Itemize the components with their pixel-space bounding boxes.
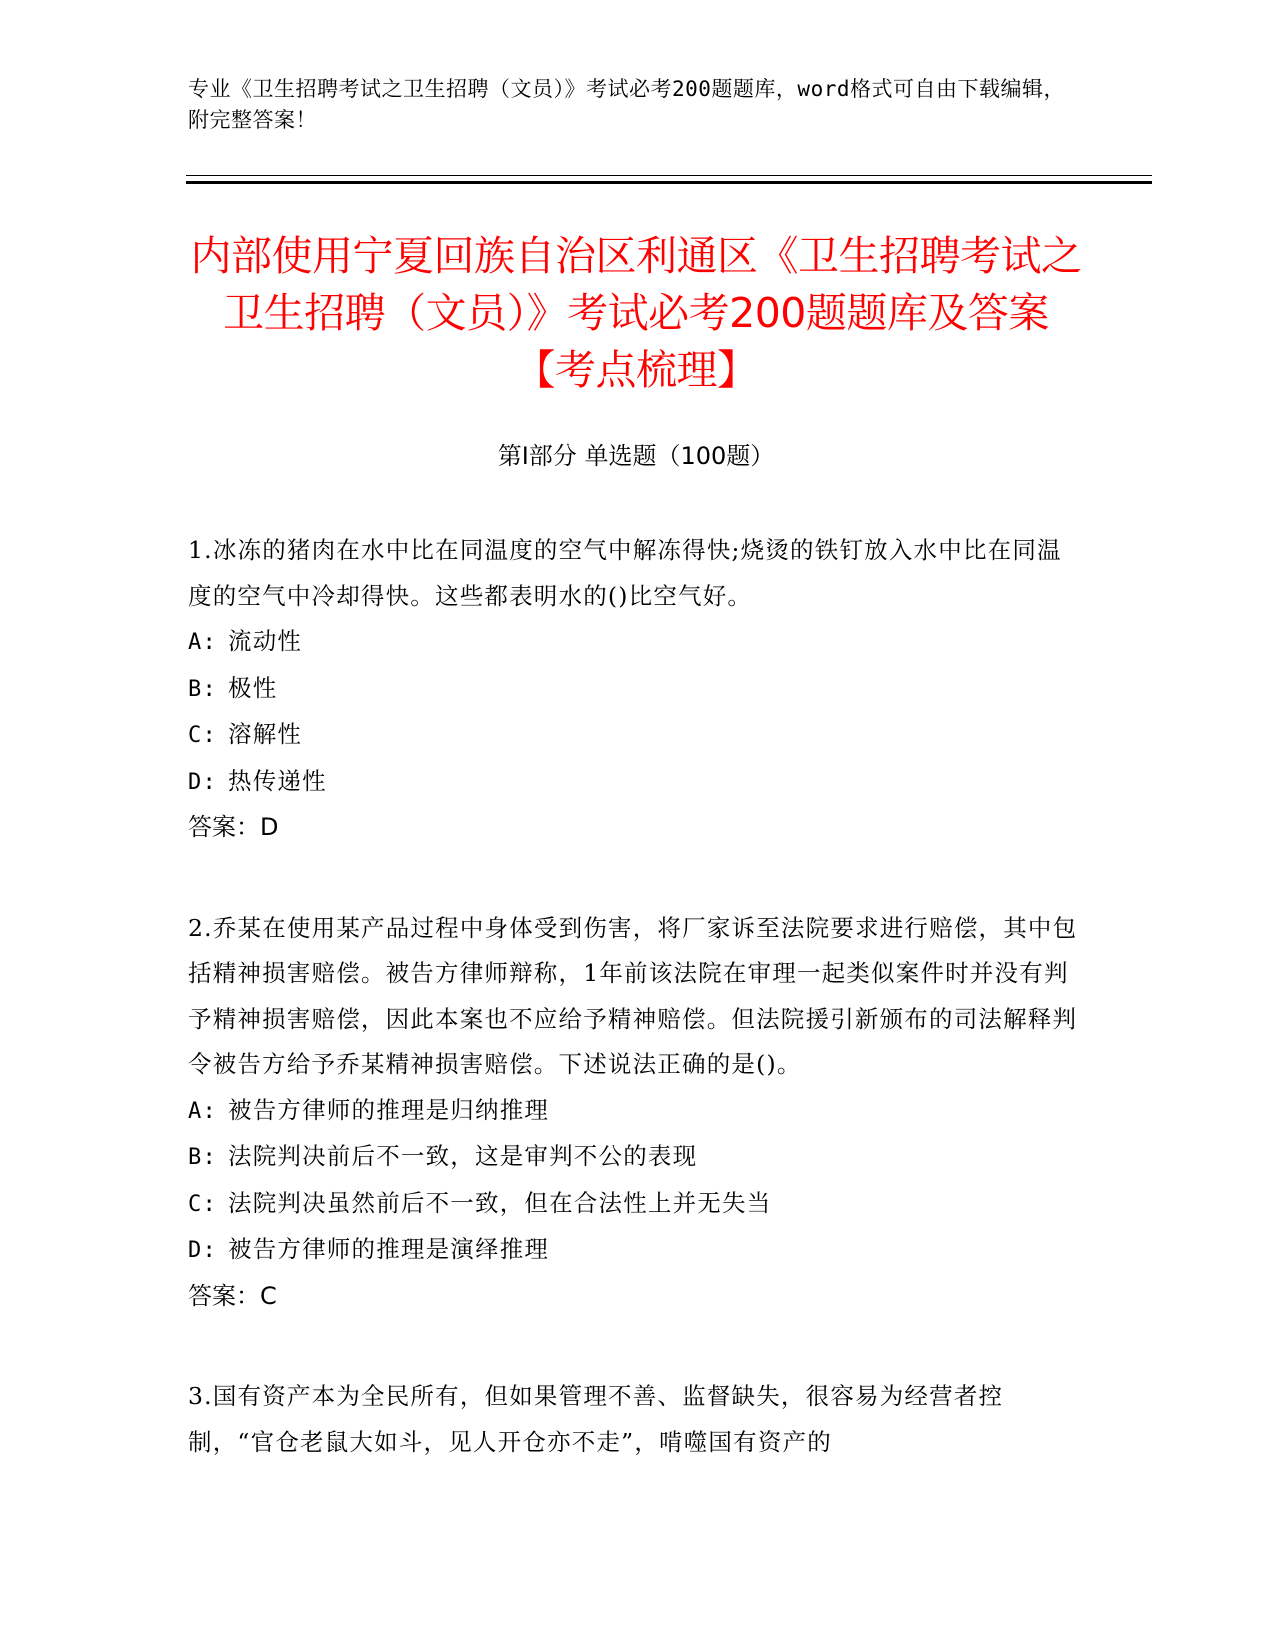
header-divider-thin — [186, 175, 1152, 176]
option-text: 被告方律师的推理是归纳推理 — [228, 1095, 550, 1124]
option-letter: B: — [188, 1145, 217, 1170]
option-a — [188, 1088, 1078, 1135]
question-text: 1.冰冻的猪肉在水中比在同温度的空气中解冻得快;烧烫的铁钉放入水中比在同温度的空气中冷却得快。这些都表明水的()比空气好。 — [188, 536, 1062, 610]
option-text: 被告方律师的推理是演绎推理 — [228, 1235, 550, 1263]
option-letter: B: — [188, 676, 217, 702]
option-letter: D: — [188, 769, 217, 795]
question-3 — [188, 1374, 1078, 1465]
option-letter: A: — [188, 1098, 217, 1124]
question-list — [188, 528, 1078, 1520]
option-c — [188, 712, 1078, 759]
document-title: 内部使用宁夏回族自治区利通区《卫生招聘考试之卫生招聘（文员）》考试必考200题题库及答案【考点梳理】 — [190, 232, 1082, 394]
option-text: 法院判决虽然前后不一致，但在合法性上并无失当 — [228, 1188, 772, 1217]
question-text: 2.乔某在使用某产品过程中身体受到伤害，将厂家诉至法院要求进行赔偿，其中包括精神损害赔偿。被告方律师辩称，1年前该法院在审理一起类似案件时并没有判予精神损害赔偿，因此本案也不应给予精神赔偿。但法院援引新颁布的司法解释判令被告方给予乔某精神损害赔偿。下述说法正确的是()。 — [188, 913, 1078, 1078]
option-text: 热传递性 — [228, 766, 327, 795]
option-letter: C: — [188, 1191, 217, 1217]
option-b — [188, 666, 1078, 713]
answer-text: 答案：D — [188, 813, 279, 841]
option-text: 极性 — [228, 673, 278, 702]
option-b — [188, 1134, 1078, 1181]
option-letter: C: — [188, 723, 217, 748]
header-note: 专业《卫生招聘考试之卫生招聘（文员）》考试必考200题题库，word格式可自由下载编辑，附完整答案！ — [188, 77, 1065, 132]
header-divider-thick — [186, 181, 1152, 184]
option-text: 流动性 — [228, 627, 303, 655]
option-d — [188, 759, 1078, 806]
question-1 — [188, 528, 1078, 851]
answer-text: 答案：C — [188, 1281, 277, 1310]
option-letter: A: — [188, 630, 217, 655]
question-text: 3.国有资产本为全民所有，但如果管理不善、监督缺失，很容易为经营者控制，“官仓老鼠大如斗，见人开仓亦不走”，啃噬国有资产的 — [188, 1382, 1004, 1456]
question-2 — [188, 906, 1078, 1320]
option-text: 溶解性 — [228, 720, 303, 748]
option-text: 法院判决前后不一致，这是审判不公的表现 — [228, 1142, 698, 1170]
option-d — [188, 1227, 1078, 1274]
option-c — [188, 1181, 1078, 1228]
option-a — [188, 619, 1078, 666]
section-title: 第I部分 单选题（100题） — [497, 442, 775, 470]
option-letter: D: — [188, 1238, 217, 1263]
